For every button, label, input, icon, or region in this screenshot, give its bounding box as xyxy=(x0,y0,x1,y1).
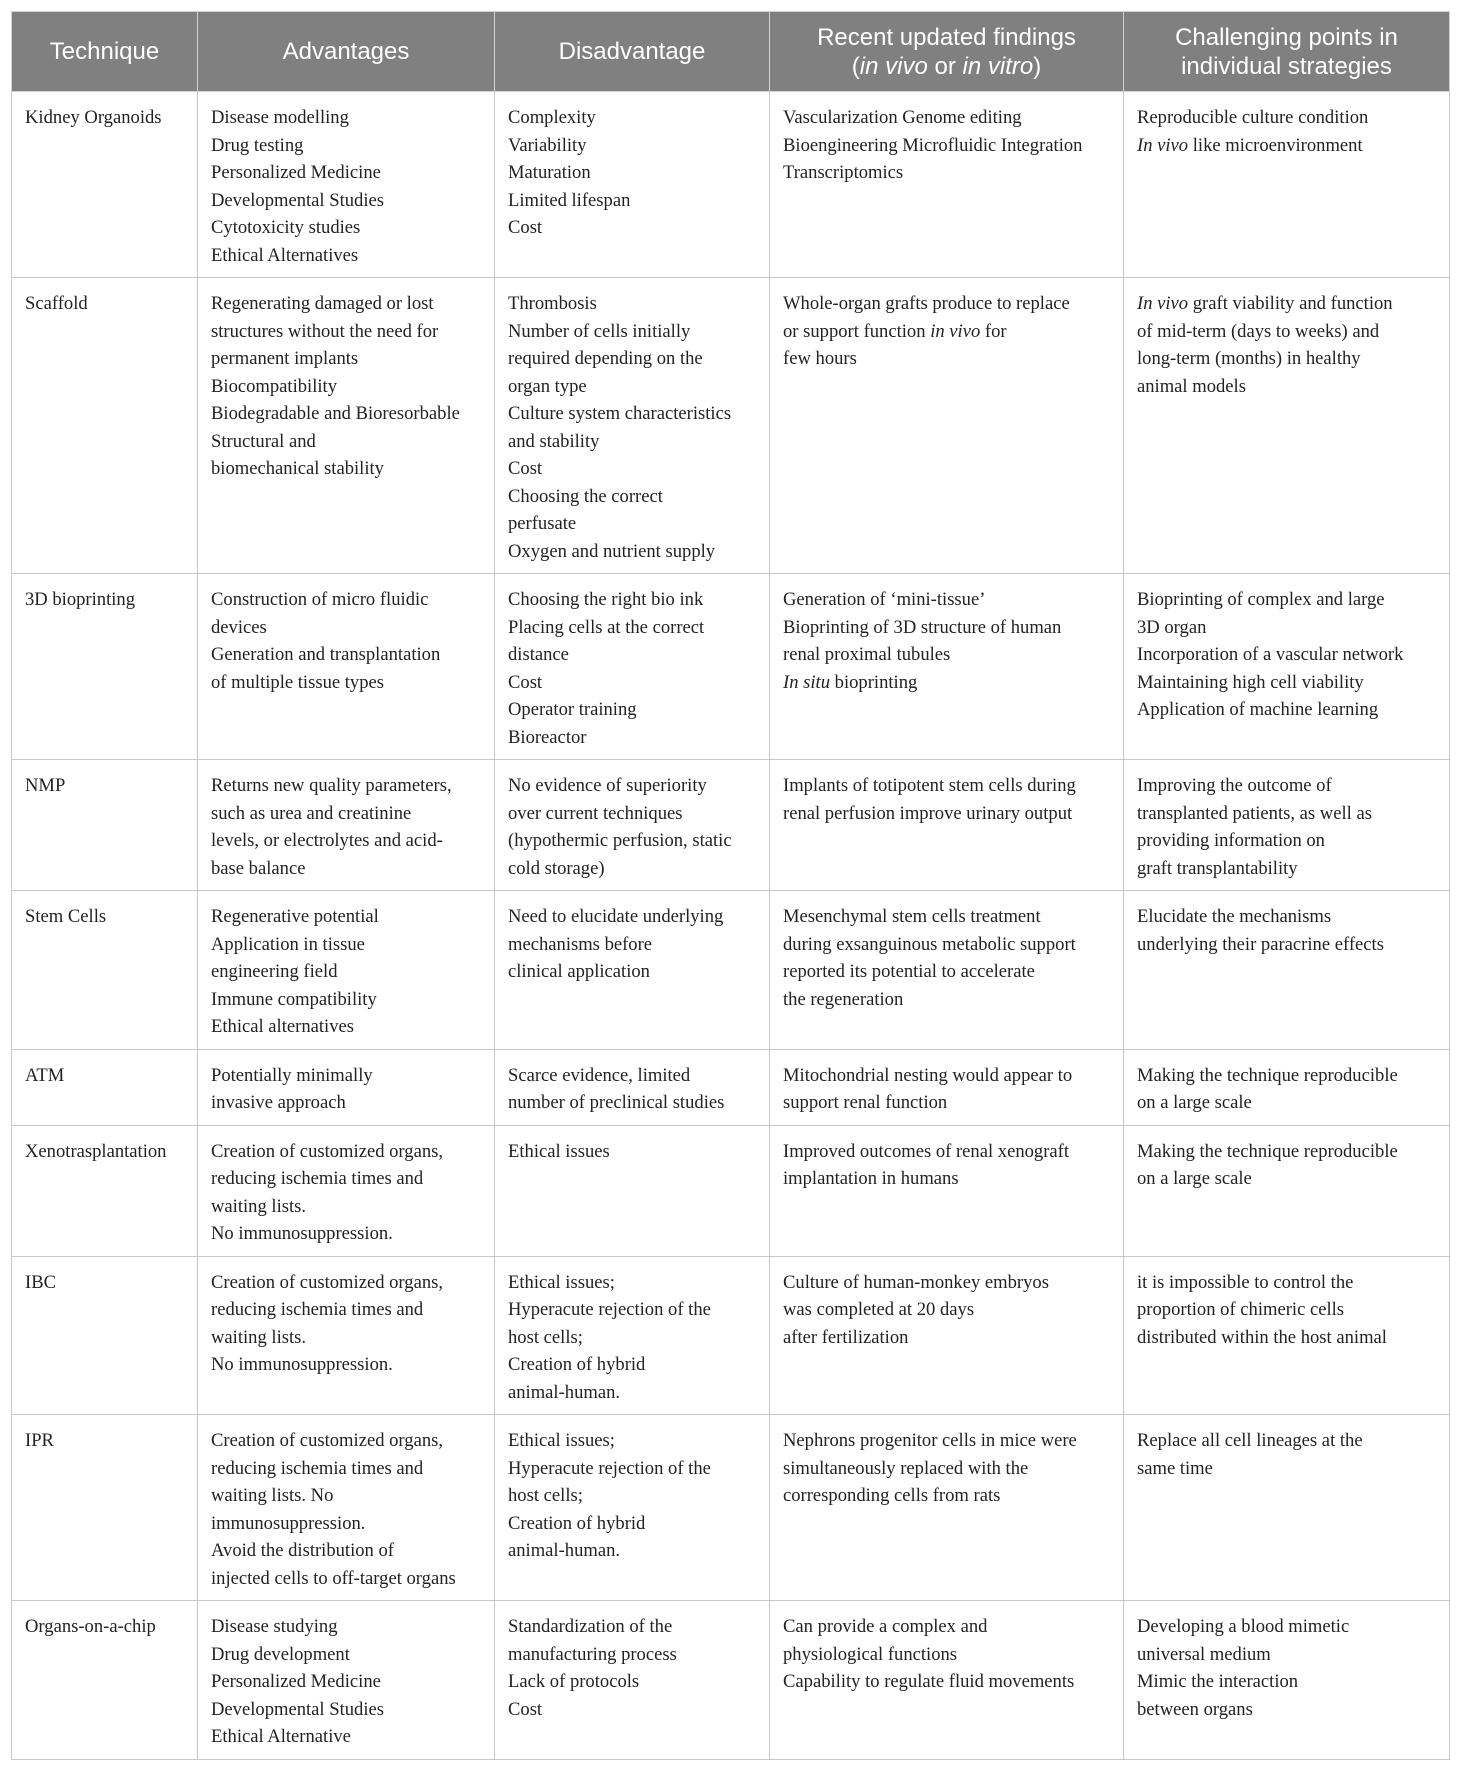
cell-line: waiting lists. No xyxy=(211,1485,334,1506)
cell-advantages xyxy=(198,891,495,1050)
cell-line: it is impossible to control the xyxy=(1137,1271,1354,1293)
cell-line: Ethical issues; xyxy=(508,1430,615,1451)
cell-line: Making the technique reproducible xyxy=(1137,1140,1398,1162)
cell-line: Application of machine learning xyxy=(1137,699,1379,720)
cell-line: Mesenchymal stem cells treatment xyxy=(783,906,1041,927)
cell-advantages xyxy=(198,760,495,891)
cell-findings xyxy=(770,1049,1124,1125)
cell-line: Bioreactor xyxy=(508,726,587,748)
cell-line: Bioprinting of 3D structure of human xyxy=(783,616,1062,638)
cell-line: Creation of customized organs, xyxy=(211,1271,444,1293)
cell-line: number of preclinical studies xyxy=(508,1092,725,1113)
cell-line: few hours xyxy=(783,348,857,369)
cell-line: Biocompatibility xyxy=(211,375,338,397)
cell-line: Potentially minimally xyxy=(211,1064,373,1086)
cell-challenges xyxy=(1124,278,1450,574)
cell-line: Maintaining high cell viability xyxy=(1137,671,1364,693)
cell-line: Complexity xyxy=(508,107,596,128)
cell-findings xyxy=(770,1125,1124,1256)
cell-findings xyxy=(770,278,1124,574)
cell-line: Need to elucidate underlying xyxy=(508,906,724,927)
cell-line: clinical application xyxy=(508,961,650,982)
cell-line: Vascularization Genome editing xyxy=(783,107,1022,128)
cell-line: Bioprinting of complex and large xyxy=(1137,589,1385,610)
cell-disadvantage xyxy=(495,891,770,1050)
cell-challenges xyxy=(1124,1125,1450,1256)
cell-line: Maturation xyxy=(508,162,591,183)
cell-line: 3D organ xyxy=(1137,616,1207,638)
cell-advantages xyxy=(198,1256,495,1415)
cell-findings xyxy=(770,1601,1124,1760)
table-body xyxy=(12,92,1450,1760)
cell-line: Nephrons progenitor cells in mice were xyxy=(783,1430,1077,1451)
cell-line: host cells; xyxy=(508,1485,583,1506)
cell-line: Creation of customized organs, xyxy=(211,1140,444,1162)
cell-line: reducing ischemia times and xyxy=(211,1457,424,1479)
cell-line: Biodegradable and Bioresorbable xyxy=(211,403,460,424)
cell-line: Scarce evidence, limited xyxy=(508,1064,691,1086)
cell-line: engineering field xyxy=(211,961,338,982)
table-row xyxy=(12,92,1450,278)
cell-line: Regenerative potential xyxy=(211,906,379,927)
cell-line: host cells; xyxy=(508,1326,583,1348)
cell-line: Culture system characteristics xyxy=(508,403,732,424)
cell-line: same time xyxy=(1137,1457,1213,1479)
table-row xyxy=(12,1049,1450,1125)
cell-technique xyxy=(12,92,198,278)
header-line: Disadvantage xyxy=(558,38,706,65)
cell-line: Xenotrasplantation xyxy=(25,1140,167,1162)
cell-line: Replace all cell lineages at the xyxy=(1137,1430,1363,1451)
cell-line: mechanisms before xyxy=(508,933,653,955)
cell-line: Can provide a complex and xyxy=(783,1616,988,1637)
cell-line: No immunosuppression. xyxy=(211,1223,393,1244)
cell-line: In vivo like microenvironment xyxy=(1137,134,1363,156)
cell-line: Cost xyxy=(508,671,543,693)
cell-technique xyxy=(12,278,198,574)
cell-line: permanent implants xyxy=(211,348,359,369)
cell-findings xyxy=(770,1256,1124,1415)
cell-line: Personalized Medicine xyxy=(211,1671,381,1692)
cell-line: organ type xyxy=(508,375,587,397)
cell-line: devices xyxy=(211,616,267,638)
cell-challenges xyxy=(1124,1415,1450,1601)
header-line: individual strategies xyxy=(1181,52,1392,80)
cell-line: levels, or electrolytes and acid- xyxy=(211,830,443,851)
cell-line: manufacturing process xyxy=(508,1643,677,1665)
cell-line: renal perfusion improve urinary output xyxy=(783,802,1073,824)
cell-line: injected cells to off-target organs xyxy=(211,1567,456,1589)
cell-line: Disease studying xyxy=(211,1616,338,1637)
cell-findings xyxy=(770,92,1124,278)
cell-line: Immune compatibility xyxy=(211,988,377,1010)
cell-line: and stability xyxy=(508,430,600,452)
cell-line: Thrombosis xyxy=(508,293,597,314)
cell-line: Reproducible culture condition xyxy=(1137,107,1369,128)
table-row xyxy=(12,760,1450,891)
cell-line: Generation of ‘mini-tissue’ xyxy=(783,589,986,610)
cell-line: long-term (months) in healthy xyxy=(1137,348,1361,369)
cell-line: transplanted patients, as well as xyxy=(1137,802,1372,824)
header-line: Recent updated findings xyxy=(817,23,1076,51)
cell-disadvantage xyxy=(495,1049,770,1125)
cell-advantages xyxy=(198,1049,495,1125)
cell-line: Organs-on-a-chip xyxy=(25,1616,156,1637)
cell-line: ATM xyxy=(25,1064,65,1086)
cell-line: IBC xyxy=(25,1271,56,1293)
cell-line: base balance xyxy=(211,857,306,879)
cell-line: waiting lists. xyxy=(211,1195,307,1217)
cell-line: over current techniques xyxy=(508,802,683,824)
cell-line: Application in tissue xyxy=(211,933,365,955)
cell-line: Transcriptomics xyxy=(783,162,904,183)
cell-line: proportion of chimeric cells xyxy=(1137,1299,1345,1320)
cell-line: Regenerating damaged or lost xyxy=(211,293,434,314)
cell-technique xyxy=(12,1601,198,1760)
cell-line: distributed within the host animal xyxy=(1137,1326,1387,1348)
cell-line: graft transplantability xyxy=(1137,857,1298,879)
cell-findings xyxy=(770,1415,1124,1601)
cell-line: Cost xyxy=(508,1698,543,1720)
cell-line: Cost xyxy=(508,217,543,238)
header-technique xyxy=(12,12,198,92)
cell-line: waiting lists. xyxy=(211,1326,307,1348)
cell-advantages xyxy=(198,1601,495,1760)
cell-line: Returns new quality parameters, xyxy=(211,775,452,796)
header-line: Technique xyxy=(49,38,160,65)
table-row xyxy=(12,574,1450,760)
cell-line: distance xyxy=(508,644,569,665)
table-row xyxy=(12,1415,1450,1601)
cell-challenges xyxy=(1124,1049,1450,1125)
cell-line: Scaffold xyxy=(25,293,88,314)
cell-line: Creation of hybrid xyxy=(508,1354,646,1375)
cell-findings xyxy=(770,574,1124,760)
cell-line: Creation of customized organs, xyxy=(211,1430,444,1451)
cell-line: simultaneously replaced with the xyxy=(783,1457,1029,1479)
cell-line: reducing ischemia times and xyxy=(211,1299,424,1320)
cell-line: Operator training xyxy=(508,699,637,720)
cell-line: NMP xyxy=(25,775,66,796)
cell-line: No evidence of superiority xyxy=(508,775,707,796)
cell-line: Elucidate the mechanisms xyxy=(1137,906,1332,927)
cell-line: Making the technique reproducible xyxy=(1137,1064,1398,1086)
cell-line: 3D bioprinting xyxy=(25,589,136,610)
cell-line: of mid-term (days to weeks) and xyxy=(1137,320,1380,342)
cell-line: reducing ischemia times and xyxy=(211,1168,424,1189)
cell-line: Drug development xyxy=(211,1643,350,1665)
cell-line: of multiple tissue types xyxy=(211,671,385,693)
header-findings xyxy=(770,12,1124,92)
cell-line: Lack of protocols xyxy=(508,1671,640,1692)
comparison-table xyxy=(11,11,1450,1760)
cell-technique xyxy=(12,574,198,760)
cell-line: In situ bioprinting xyxy=(783,671,918,693)
cell-line: Disease modelling xyxy=(211,107,349,128)
table-row xyxy=(12,1125,1450,1256)
cell-line: Capability to regulate fluid movements xyxy=(783,1671,1075,1692)
header-challenges xyxy=(1124,12,1450,92)
cell-challenges xyxy=(1124,574,1450,760)
table-row xyxy=(12,1601,1450,1760)
cell-line: animal-human. xyxy=(508,1540,621,1561)
cell-line: Cost xyxy=(508,458,543,479)
table-row xyxy=(12,1256,1450,1415)
cell-disadvantage xyxy=(495,1256,770,1415)
cell-advantages xyxy=(198,92,495,278)
cell-line: Ethical Alternative xyxy=(211,1726,351,1747)
cell-line: structures without the need for xyxy=(211,320,439,342)
cell-line: invasive approach xyxy=(211,1092,346,1113)
cell-line: universal medium xyxy=(1137,1643,1271,1665)
cell-line: Improved outcomes of renal xenograft xyxy=(783,1140,1070,1162)
header-line-italic: (in vivo or in vitro) xyxy=(851,52,1042,80)
cell-line: support renal function xyxy=(783,1092,948,1113)
cell-line: Whole-organ grafts produce to replace xyxy=(783,293,1070,314)
cell-line: providing information on xyxy=(1137,830,1325,851)
cell-line: underlying their paracrine effects xyxy=(1137,933,1384,955)
cell-line: the regeneration xyxy=(783,988,904,1010)
cell-disadvantage xyxy=(495,278,770,574)
table-container xyxy=(11,11,1449,1760)
cell-challenges xyxy=(1124,1256,1450,1415)
cell-technique xyxy=(12,1125,198,1256)
table-row xyxy=(12,891,1450,1050)
cell-line: IPR xyxy=(25,1430,54,1451)
cell-line: immunosuppression. xyxy=(211,1512,366,1534)
header-advantages xyxy=(198,12,495,92)
cell-line: Hyperacute rejection of the xyxy=(508,1299,711,1320)
cell-line: Limited lifespan xyxy=(508,189,631,211)
cell-line: physiological functions xyxy=(783,1643,958,1665)
table-row xyxy=(12,278,1450,574)
cell-line: or support function in vivo for xyxy=(783,320,1007,342)
cell-line: Ethical issues; xyxy=(508,1271,615,1293)
cell-technique xyxy=(12,1049,198,1125)
cell-line: Kidney Organoids xyxy=(25,107,162,128)
cell-disadvantage xyxy=(495,574,770,760)
cell-challenges xyxy=(1124,92,1450,278)
cell-line: cold storage) xyxy=(508,857,605,879)
cell-line: perfusate xyxy=(508,513,577,534)
cell-line: required depending on the xyxy=(508,348,703,369)
cell-line: In vivo graft viability and function xyxy=(1137,293,1393,314)
cell-line: Choosing the right bio ink xyxy=(508,589,704,610)
cell-line: Bioengineering Microfluidic Integration xyxy=(783,134,1083,156)
cell-line: Variability xyxy=(508,134,587,156)
cell-line: (hypothermic perfusion, static xyxy=(508,830,732,851)
cell-advantages xyxy=(198,1125,495,1256)
cell-line: Number of cells initially xyxy=(508,320,691,342)
cell-line: Choosing the correct xyxy=(508,485,663,507)
cell-line: No immunosuppression. xyxy=(211,1354,393,1375)
cell-advantages xyxy=(198,574,495,760)
cell-findings xyxy=(770,891,1124,1050)
header-disadvantage xyxy=(495,12,770,92)
cell-disadvantage xyxy=(495,1125,770,1256)
cell-line: on a large scale xyxy=(1137,1168,1252,1189)
cell-line: Standardization of the xyxy=(508,1616,673,1637)
cell-line: Culture of human-monkey embryos xyxy=(783,1271,1049,1293)
cell-line: reported its potential to accelerate xyxy=(783,961,1035,982)
cell-line: Ethical alternatives xyxy=(211,1016,355,1037)
cell-line: Incorporation of a vascular network xyxy=(1137,644,1404,665)
cell-line: biomechanical stability xyxy=(211,458,384,479)
cell-line: Developmental Studies xyxy=(211,1698,384,1720)
cell-disadvantage xyxy=(495,1415,770,1601)
cell-line: Ethical issues xyxy=(508,1140,610,1162)
cell-line: Personalized Medicine xyxy=(211,162,381,183)
header-line: Advantages xyxy=(282,38,410,65)
cell-challenges xyxy=(1124,760,1450,891)
cell-line: Oxygen and nutrient supply xyxy=(508,540,716,562)
header-row xyxy=(12,12,1450,92)
cell-line: Creation of hybrid xyxy=(508,1512,646,1534)
cell-challenges xyxy=(1124,1601,1450,1760)
cell-line: Generation and transplantation xyxy=(211,644,441,665)
header-line: Challenging points in xyxy=(1175,23,1398,51)
cell-line: on a large scale xyxy=(1137,1092,1252,1113)
cell-line: after fertilization xyxy=(783,1326,909,1348)
cell-line: Mimic the interaction xyxy=(1137,1671,1299,1692)
cell-line: such as urea and creatinine xyxy=(211,802,412,824)
cell-line: Implants of totipotent stem cells during xyxy=(783,775,1076,796)
cell-line: corresponding cells from rats xyxy=(783,1485,1001,1506)
cell-line: Mitochondrial nesting would appear to xyxy=(783,1064,1073,1086)
cell-technique xyxy=(12,1256,198,1415)
cell-findings xyxy=(770,760,1124,891)
cell-disadvantage xyxy=(495,760,770,891)
cell-disadvantage xyxy=(495,92,770,278)
cell-line: Ethical Alternatives xyxy=(211,244,359,266)
cell-technique xyxy=(12,1415,198,1601)
cell-advantages xyxy=(198,278,495,574)
cell-line: Improving the outcome of xyxy=(1137,775,1332,796)
cell-line: Avoid the distribution of xyxy=(211,1540,394,1561)
cell-line: was completed at 20 days xyxy=(783,1299,975,1320)
cell-line: Stem Cells xyxy=(25,906,107,927)
cell-line: Developing a blood mimetic xyxy=(1137,1616,1350,1637)
cell-line: animal models xyxy=(1137,375,1246,397)
cell-disadvantage xyxy=(495,1601,770,1760)
cell-line: Drug testing xyxy=(211,134,304,156)
cell-line: Cytotoxicity studies xyxy=(211,217,361,238)
cell-line: Hyperacute rejection of the xyxy=(508,1457,711,1479)
cell-line: Developmental Studies xyxy=(211,189,384,211)
cell-line: Placing cells at the correct xyxy=(508,616,705,638)
cell-line: between organs xyxy=(1137,1698,1253,1720)
cell-advantages xyxy=(198,1415,495,1601)
cell-line: Construction of micro fluidic xyxy=(211,589,429,610)
cell-technique xyxy=(12,760,198,891)
cell-technique xyxy=(12,891,198,1050)
cell-line: implantation in humans xyxy=(783,1168,959,1189)
cell-line: animal-human. xyxy=(508,1381,621,1403)
cell-line: renal proximal tubules xyxy=(783,644,951,665)
cell-line: during exsanguinous metabolic support xyxy=(783,933,1076,955)
cell-challenges xyxy=(1124,891,1450,1050)
cell-line: Structural and xyxy=(211,430,316,452)
